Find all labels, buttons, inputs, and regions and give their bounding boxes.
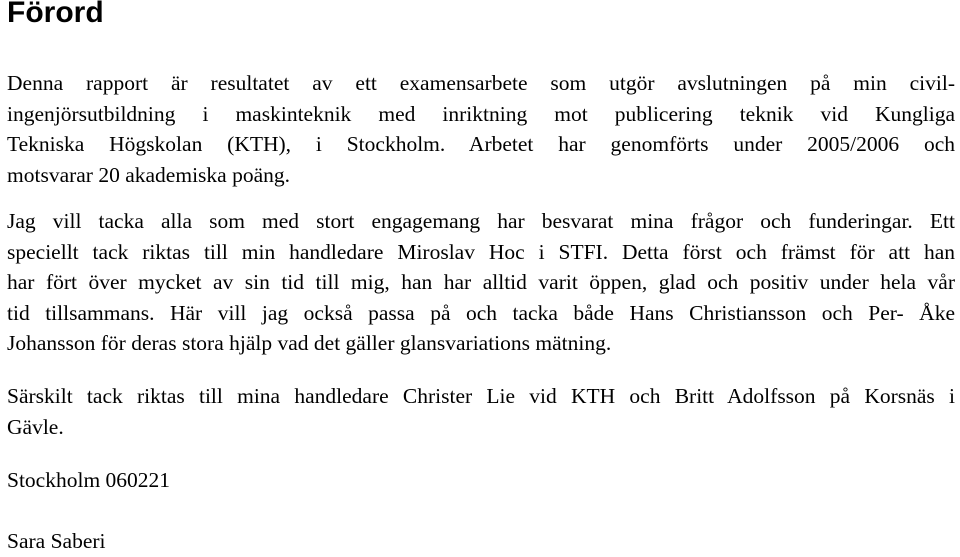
place-and-date: [7, 465, 955, 496]
text-line: Sara Saberi: [7, 529, 106, 553]
author-signature: [7, 526, 955, 557]
text-line: Särskilt tack riktas till mina handledare Christer Lie vid KTH och Britt Adolfsson på Korsnäs i: [7, 384, 955, 408]
text-line: har fört över mycket av sin tid till mig, han har alltid varit öppen, glad och positiv under hela vår: [7, 270, 955, 294]
paragraph-introduction: [7, 68, 955, 190]
paragraph-special-thanks: [7, 381, 955, 442]
text-line: Denna rapport är resultatet av ett examensarbete som utgör avslutningen på min civil-: [7, 71, 955, 95]
text-line: Gävle.: [7, 414, 64, 439]
text-line: tid tillsammans. Här vill jag också passa på och tacka både Hans Christiansson och Per- Åke: [7, 300, 955, 325]
text-line: motsvarar 20 akademiska poäng.: [7, 162, 290, 187]
text-line: Stockholm 060221: [7, 468, 171, 492]
paragraph-acknowledgements: [7, 206, 955, 359]
text-line: Jag vill tacka alla som med stort engagemang har besvarat mina frågor och funderingar. Ett: [7, 209, 955, 233]
text-line: ingenjörsutbildning i maskinteknik med inriktning mot publicering teknik vid Kungliga: [7, 101, 955, 126]
page-title: Förord: [7, 0, 104, 29]
text-line: Johansson för deras stora hjälp vad det gäller glansvariations mätning.: [7, 331, 612, 355]
text-line: speciellt tack riktas till min handledare Miroslav Hoc i STFI. Detta först och främst för att han: [7, 239, 955, 264]
text-line: Tekniska Högskolan (KTH), i Stockholm. Arbetet har genomförts under 2005/2006 och: [7, 132, 955, 156]
